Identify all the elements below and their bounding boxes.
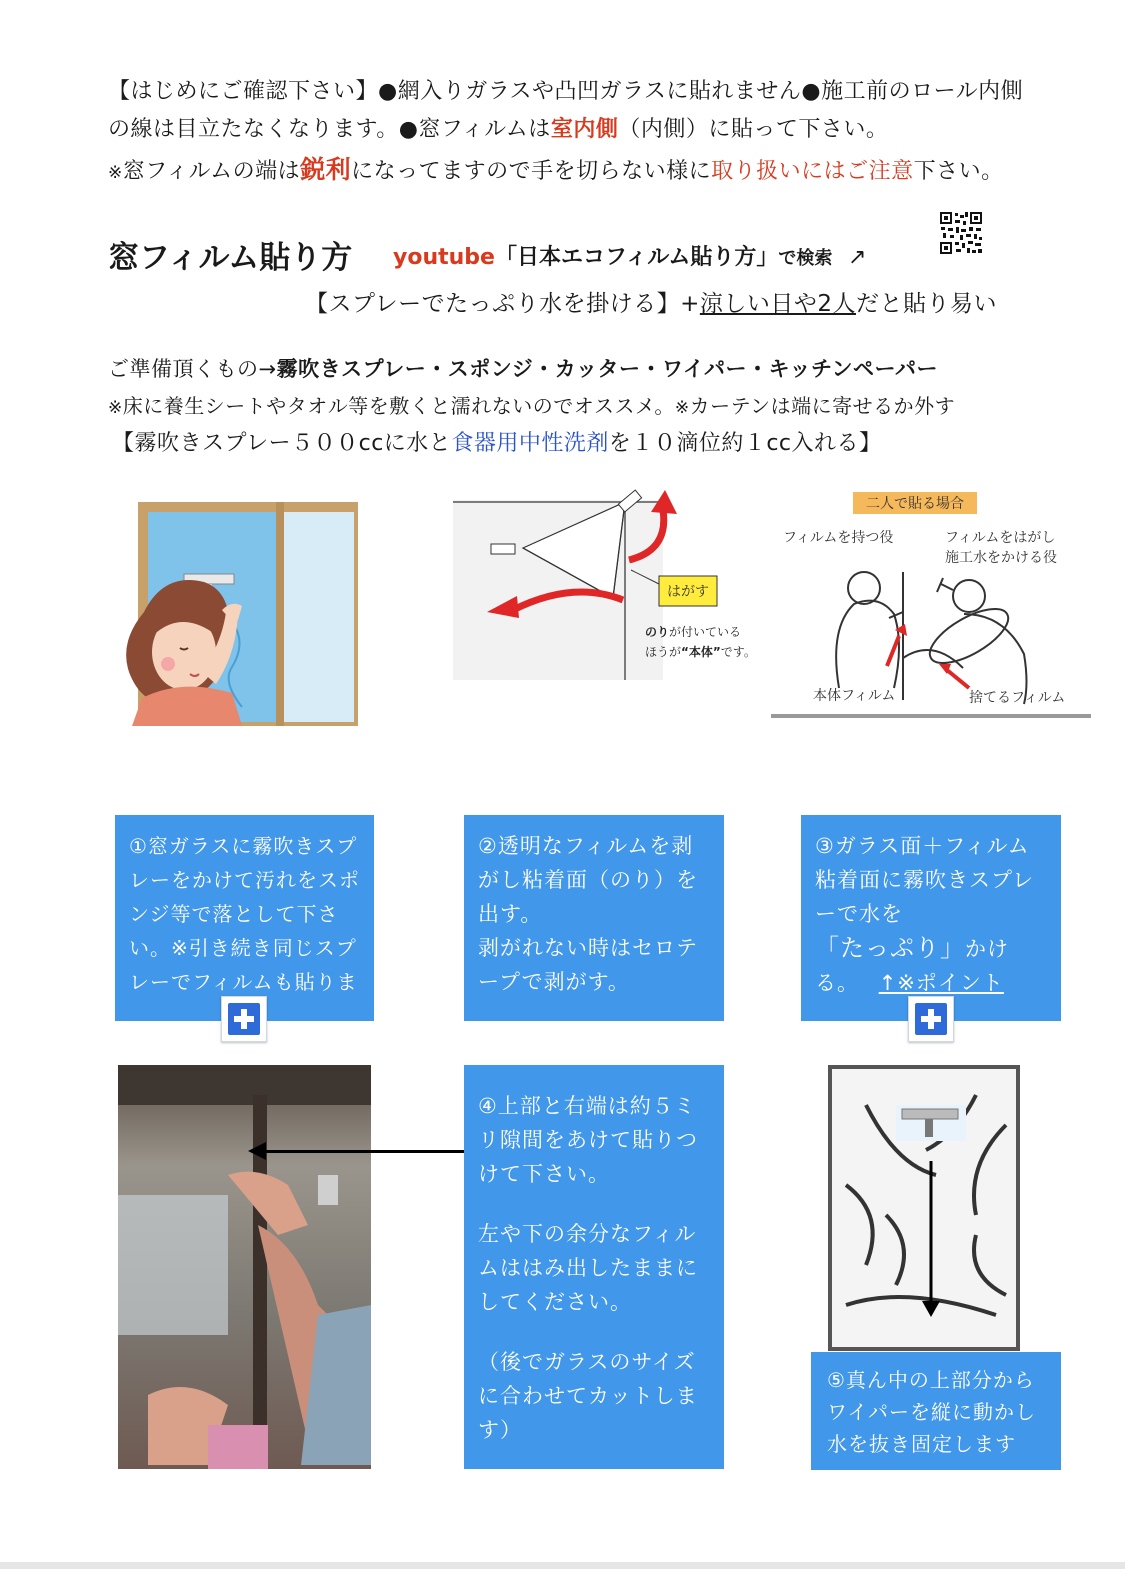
indoor-side-emphasis: 室内側 [550,117,619,142]
intro-text: 窓フィルムの端は [122,159,301,184]
point-link[interactable]: ↑※ポイント [878,971,1004,995]
intro-text: 下さい。 [913,159,1004,184]
step-4-text-2: 左や下の余分なフィルムははみ出したままにしてください。 [478,1222,698,1314]
note-mark: ※ [108,398,123,418]
role-holder: フィルムを持つ役 [783,530,894,546]
intro-line-1 [108,73,1023,111]
youtube-search-hint [393,240,866,271]
arrow-left-icon [248,1142,266,1160]
tip-underlined: 涼しい日や2人 [699,291,856,317]
mix-text: を１０滴位約１cc入れる】 [608,431,882,456]
two-person-application-diagram [769,488,1093,720]
step-4-text-3: （後でガラスのサイズに合わせてカットします） [478,1350,698,1442]
prep-text: ご準備頂くもの→ [108,357,277,381]
side-note-end: です。 [720,645,756,659]
sharp-emphasis: 鋭利 [300,155,352,184]
step-2-box: ②透明なフィルムを剥がし粘着面（のり）を出す。 剥がれない時はセロテープで剥がす。 [464,815,724,1021]
intro-text: になってますので手を切らない様に [351,159,712,184]
arrow-line [262,1150,464,1153]
expand-plus-button[interactable] [221,996,267,1042]
intro-text: （内側）に貼って下さい。 [618,117,889,142]
step-1-box: ①窓ガラスに霧吹きスプレーをかけて汚れをスポンジ等で落として下さい。※引き続き同じスプレーでフィルムも貼りま [115,815,374,1021]
note-mark: ※ [108,163,123,183]
plus-icon [915,1003,947,1035]
side-note: ほうが [645,645,682,659]
glue-note: が付いている [669,625,742,639]
youtube-query: 「日本エコフィルム貼り方」 [494,245,779,270]
note-text: カーテンは端に寄せるか外す [689,394,956,418]
woman-wiping-window-illustration [72,502,362,726]
svg-text:ほうが“本体”です。 [645,644,756,659]
qr-code-icon[interactable] [938,210,984,256]
detergent-emphasis: 食器用中性洗剤 [451,431,609,456]
page-bottom-divider [0,1562,1125,1569]
prep-line [108,350,938,388]
tip-line [305,285,997,323]
tip-text: だと貼り易い [856,291,997,317]
step-3-text: ③ガラス面＋フィルム粘着面に霧吹きスプレーで水を [815,834,1035,926]
role-peeler-1: フィルムをはがし [945,530,1056,546]
page-title: 窓フィルム貼り方 [108,240,353,276]
intro-text: 【はじめにご確認下さい】●網入りガラスや凸凹ガラスに貼れません●施工前のロール内側 [108,79,1024,104]
step-3-emphasis: 「たっぷり」 [815,934,965,962]
note-line [108,387,955,427]
intro-line-3 [108,151,1004,192]
application-photo [118,1065,371,1469]
prep-items: 霧吹きスプレー・スポンジ・カッター・ワイパー・キッチンペーパー [276,357,938,381]
step-4-text-1: ④上部と右端は約５ミリ隙間をあけて貼りつけて下さい。 [478,1094,698,1186]
glue-word: のり [645,625,670,639]
step-3-text-end: かける。 [815,937,1009,995]
note-mark: ※ [674,398,690,418]
youtube-suffix: で検索 [778,248,833,269]
note-text: 床に養生シートやタオル等を敷くと濡れないのでオススメ。 [122,394,675,418]
caution-emphasis: 取り扱いにはご注意 [711,159,914,184]
step-5-box: ⑤真ん中の上部分からワイパーを縦に動かし水を抜き固定します [811,1352,1061,1470]
intro-line-2 [108,111,888,149]
arrow-icon: ↗ [848,245,867,270]
mix-text: 【霧吹きスプレー５００ccに水と [112,431,452,456]
wiper-direction-diagram [826,1065,1022,1351]
diagram-header: 二人で貼る場合 [866,496,964,512]
step-4-box [464,1065,724,1469]
svg-text:のりが付いている [645,624,741,639]
intro-text: の線は目立たなくなります。●窓フィルムは [108,117,551,142]
discard-film-label: 捨てるフィルム [969,690,1066,706]
tip-text: 【スプレーでたっぷり水を掛ける】+ [305,291,700,317]
youtube-label: youtube [393,245,495,270]
peel-film-diagram [453,488,773,684]
mix-line [112,425,882,463]
role-peeler-2: 施工水をかける役 [945,550,1057,566]
expand-plus-button[interactable] [908,996,954,1042]
step-3-box [801,815,1061,1021]
plus-icon [228,1003,260,1035]
main-body-word: “本体” [681,645,721,659]
main-film-label: 本体フィルム [813,688,896,704]
peel-label: はがす [667,584,709,600]
